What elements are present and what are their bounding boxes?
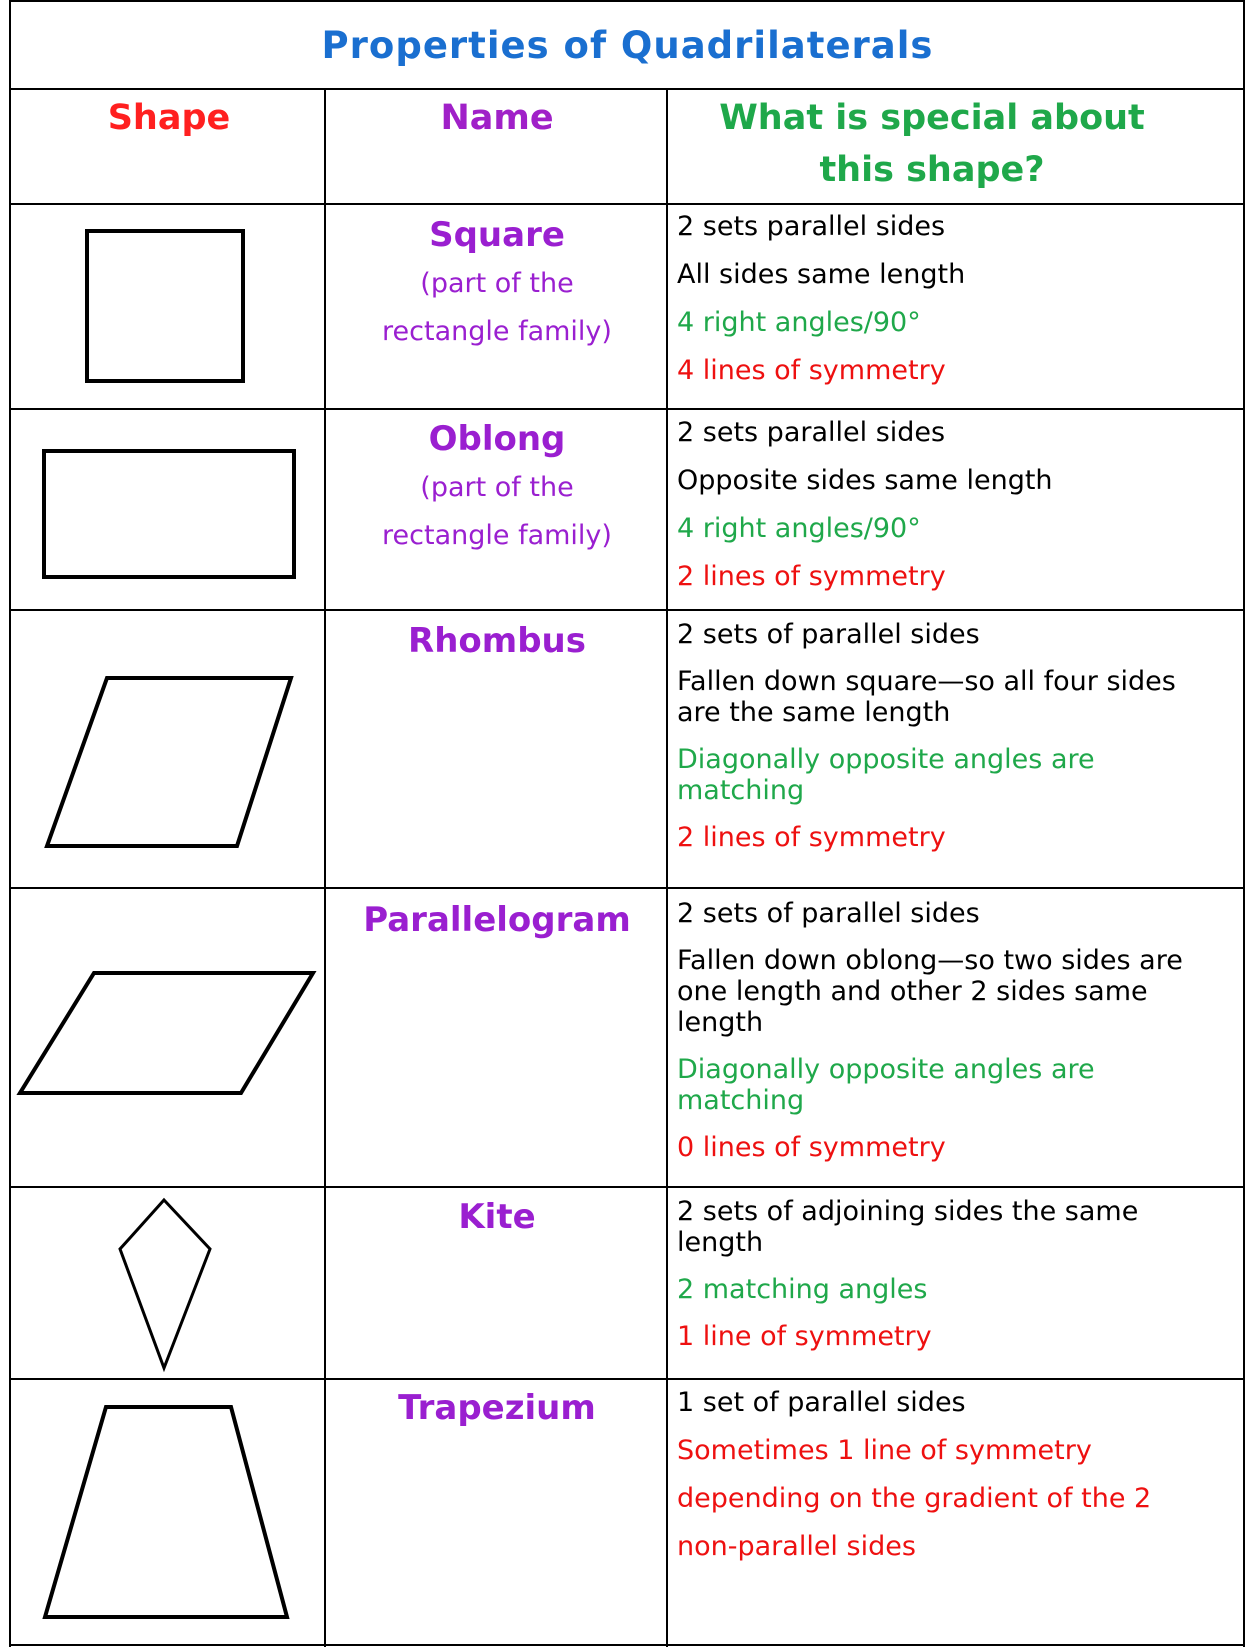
property-item: 1 set of parallel sides — [677, 1387, 966, 1418]
shape-name: Oblong — [428, 419, 566, 459]
column-divider-shape-name — [324, 88, 326, 1647]
properties-list — [677, 619, 1197, 869]
property-item: 4 right angles/90° — [677, 513, 921, 544]
square-icon — [85, 229, 245, 383]
parallelogram-icon — [15, 968, 317, 1098]
header-special-line1: What is special about — [719, 98, 1145, 138]
property-item: 2 sets of adjoining sides the same length — [677, 1196, 1139, 1258]
shape-name: Trapezium — [398, 1388, 596, 1428]
property-item: 4 right angles/90° — [677, 307, 921, 338]
header-shape: Shape — [107, 98, 231, 138]
trapezium-icon — [40, 1402, 292, 1622]
property-item: Diagonally opposite angles are matching — [677, 1054, 1095, 1116]
kite-icon — [117, 1197, 213, 1371]
property-item: 2 matching angles — [677, 1274, 928, 1305]
properties-list — [677, 409, 1197, 601]
row-name-cell — [328, 414, 666, 560]
row-divider — [10, 887, 1243, 889]
property-item: 2 sets of parallel sides — [677, 898, 980, 929]
rhombus-icon — [40, 674, 296, 850]
row-name-cell — [328, 1192, 666, 1242]
page-title: Properties of Quadrilaterals — [321, 23, 934, 67]
properties-list — [677, 898, 1197, 1179]
properties-list — [677, 1379, 1197, 1571]
row-divider — [10, 609, 1243, 611]
property-item: 2 lines of symmetry — [677, 561, 946, 592]
property-item: 2 sets of parallel sides — [677, 619, 980, 650]
property-item: depending on the gradient of the 2 — [677, 1483, 1152, 1514]
property-item: All sides same length — [677, 259, 966, 290]
shape-note: (part of the — [420, 268, 574, 299]
shape-name: Kite — [458, 1197, 536, 1237]
property-item: Diagonally opposite angles are matching — [677, 744, 1095, 806]
oblong-icon — [42, 449, 296, 579]
property-item: non-parallel sides — [677, 1531, 916, 1562]
property-item: 2 lines of symmetry — [677, 822, 946, 853]
table-border-bottom — [10, 1644, 1243, 1646]
shape-name: Parallelogram — [363, 900, 631, 940]
shape-name: Rhombus — [408, 621, 586, 661]
property-item: Sometimes 1 line of symmetry — [677, 1435, 1092, 1466]
table-border-left — [9, 0, 11, 1647]
column-divider-name-special — [666, 88, 668, 1647]
header-name: Name — [440, 98, 554, 138]
property-item: Opposite sides same length — [677, 465, 1053, 496]
row-name-cell — [328, 1383, 666, 1433]
row-divider — [10, 1186, 1243, 1188]
row-name-cell — [328, 616, 666, 666]
header-special-line2: this shape? — [819, 150, 1045, 190]
property-item: 2 sets parallel sides — [677, 211, 946, 242]
row-name-cell — [328, 210, 666, 356]
shape-name: Square — [429, 215, 565, 255]
properties-list — [677, 203, 1197, 395]
property-item: 4 lines of symmetry — [677, 355, 946, 386]
property-item: 1 line of symmetry — [677, 1321, 932, 1352]
shape-note: rectangle family) — [382, 316, 612, 347]
property-item: Fallen down square—so all four sides are the same length — [677, 666, 1176, 728]
property-item: 2 sets parallel sides — [677, 417, 946, 448]
title-divider — [10, 88, 1243, 90]
property-item: Fallen down oblong—so two sides are one length and other 2 sides same length — [677, 945, 1183, 1038]
properties-list — [677, 1196, 1197, 1368]
shape-note: (part of the — [420, 472, 574, 503]
header-special — [672, 92, 1192, 196]
property-item: 0 lines of symmetry — [677, 1132, 946, 1163]
shape-note: rectangle family) — [382, 520, 612, 551]
row-name-cell — [328, 895, 666, 945]
